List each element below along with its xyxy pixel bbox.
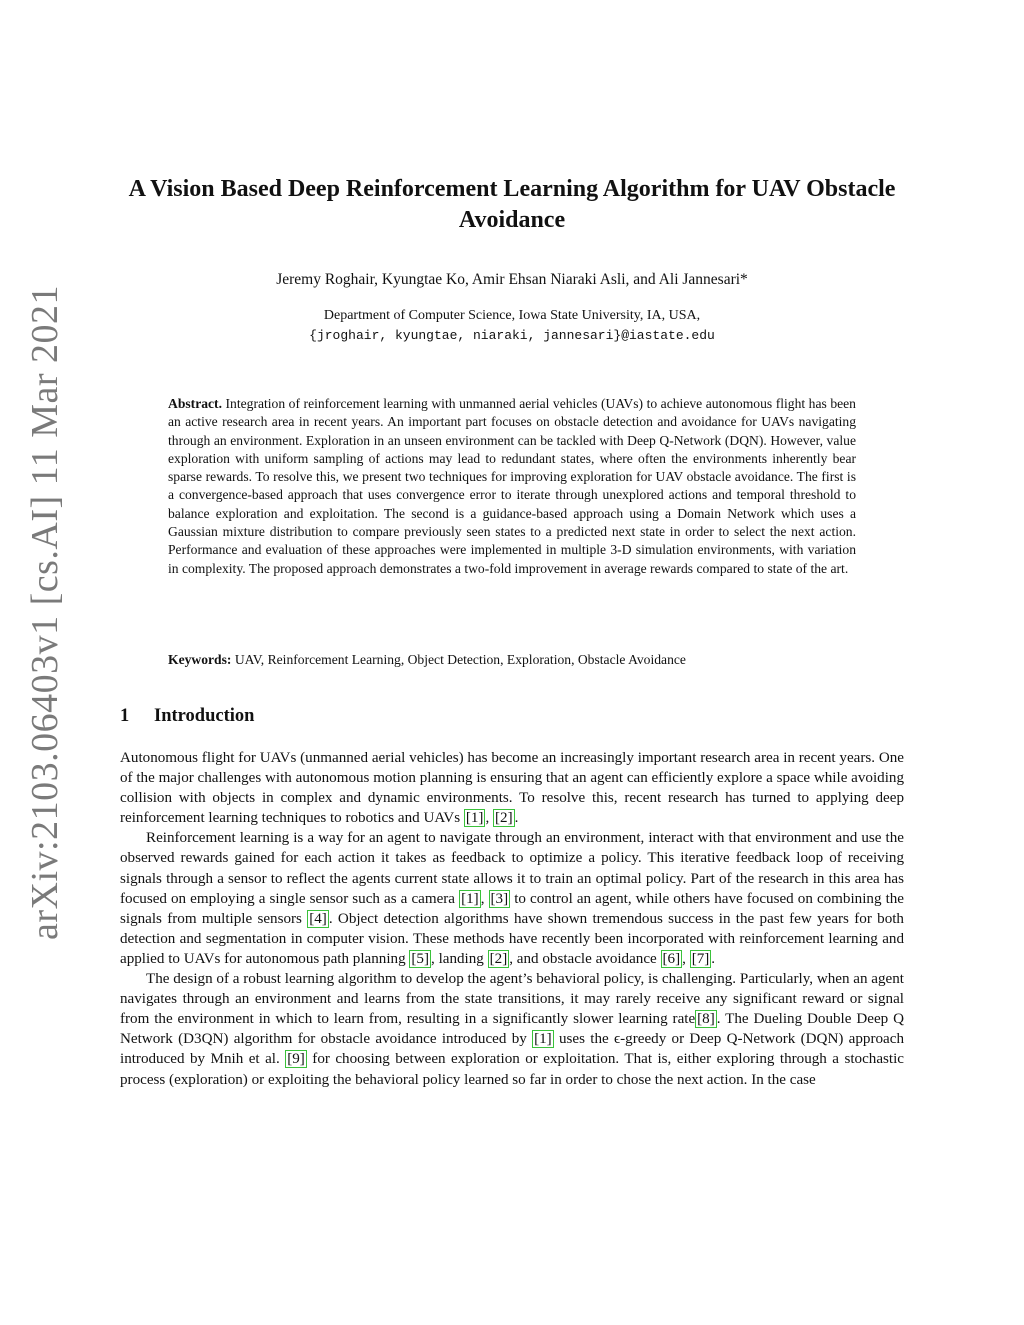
- citation-link[interactable]: [5]: [411, 950, 430, 967]
- paper-title: A Vision Based Deep Reinforcement Learning Algorithm for UAV Obstacle Avoidance: [128, 176, 896, 233]
- introduction-body: [120, 748, 904, 1090]
- text-run: The design of a robust learning algorithm to develop the agent’s behavioral policy, is challenging. Particularly, when an agent navigates through an environment and learns from the state transitions, it may rarely receive any significant reward or signal from the environment in which to learn from, resulting in a significantly slower learning rate: [120, 971, 904, 1028]
- abstract-label: Abstract.: [168, 396, 222, 411]
- author-emails: {jroghair, kyungtae, niaraki, jannesari}@iastate.edu: [309, 328, 715, 343]
- citation-link[interactable]: [9]: [287, 1051, 305, 1068]
- citation-link[interactable]: [1]: [465, 810, 484, 827]
- author-list: Jeremy Roghair, Kyungtae Ko, Amir Ehsan Niaraki Asli, and Ali Jannesari*: [276, 271, 748, 288]
- citation-link[interactable]: [6]: [662, 950, 681, 967]
- abstract: [168, 395, 856, 578]
- citation-link[interactable]: [3]: [490, 890, 509, 907]
- text-run: to control an agent, while others have focused on combining the signals from multiple sensors: [120, 890, 905, 927]
- section-number: 1: [120, 706, 130, 726]
- citation-link[interactable]: [1]: [534, 1031, 552, 1048]
- text-run: . The Dueling Double Deep Q Network (D3QN) algorithm for obstacle avoidance introduced by: [120, 1011, 904, 1048]
- keywords-text: UAV, Reinforcement Learning, Object Detection, Exploration, Obstacle Avoidance: [234, 652, 686, 667]
- section-title: Introduction: [154, 706, 255, 726]
- text-run: , landing: [431, 950, 488, 967]
- text-run: .: [711, 950, 716, 967]
- citation-link[interactable]: [2]: [489, 950, 508, 967]
- abstract-text: Integration of reinforcement learning with unmanned aerial vehicles (UAVs) to achieve autonomous flight has been an active research area in recent years. An important part focuses on obstacle detection and avoidance for UAVs navigating through an environment. Exploration in an unseen environment can be tackled with Deep Q-Network (DQN). However, value exploration with uniform sampling of actions may lead to redundant states, where often the environments inherently bear sparse rewards. To resolve this, we present two techniques for improving exploration for UAV obstacle avoidance. The first is a convergence-based approach that uses convergence error to iterate through unexplored actions and temporal threshold to balance exploration and exploitation. The second is a guidance-based approach using a Domain Network which uses a Gaussian mixture distribution to compare previously seen states to a predicted next state in order to select the next action. Performance and evaluation of these approaches were implemented in multiple 3-D simulation environments, with variation in complexity. The proposed approach demonstrates a two-fold improvement in average rewards compared to state of the art.: [168, 396, 856, 576]
- text-run: ,: [682, 950, 690, 967]
- keywords-label: Keywords:: [168, 652, 232, 667]
- text-run: Autonomous flight for UAVs (unmanned aerial vehicles) has become an increasingly important research area in recent years. One of the major challenges with autonomous motion planning is ensuring that an agent can efficiently explore a space while avoiding collision with objects in complex and dynamic environments. To resolve this, recent research has turned to applying deep reinforcement learning techniques to robotics and UAVs: [120, 750, 904, 827]
- paragraph: [120, 748, 904, 828]
- section-heading: [120, 704, 904, 728]
- paragraph: [120, 828, 904, 969]
- text-run: .: [514, 810, 519, 827]
- citation-link[interactable]: [8]: [697, 1011, 715, 1028]
- affiliation-block: [110, 306, 914, 346]
- citation-link[interactable]: [2]: [495, 810, 513, 827]
- text-run: , and obstacle avoidance: [509, 950, 661, 967]
- text-run: ,: [480, 890, 489, 907]
- text-run: ,: [485, 810, 494, 827]
- text-run: uses the ϵ-greedy or Deep Q-Network (DQN) approach introduced by Mnih et al.: [120, 1031, 904, 1068]
- keywords: [168, 651, 856, 669]
- citation-link[interactable]: [4]: [309, 910, 327, 927]
- text-run: . Object detection algorithms have shown tremendous success in the past few years for both detection and segmentation in computer vision. These methods have recently been incorporated with reinforcement learning and applied to UAVs for autonomous path planning: [120, 910, 904, 967]
- text-run: for choosing between exploration or exploitation. That is, either exploring through a stochastic process (exploration) or exploiting the behavioral policy learned so far in order to chose the next action. In the case: [120, 1051, 904, 1088]
- paragraph: [120, 969, 904, 1090]
- text-run: Reinforcement learning is a way for an agent to navigate through an environment, interact with that environment and use the observed rewards gained for each action it takes as feedback to optimize a policy. This iterative feedback loop of receiving signals through a sensor to reflect the agents current state allows it to train an optimal policy. Part of the research in this area has focused on employing a single sensor such as a camera: [120, 830, 904, 907]
- affiliation: Department of Computer Science, Iowa State University, IA, USA,: [323, 308, 701, 323]
- arxiv-identifier: arXiv:2103.06403v1 [cs.AI] 11 Mar 2021: [24, 284, 66, 940]
- citation-link[interactable]: [1]: [461, 890, 479, 907]
- citation-link[interactable]: [7]: [691, 950, 710, 967]
